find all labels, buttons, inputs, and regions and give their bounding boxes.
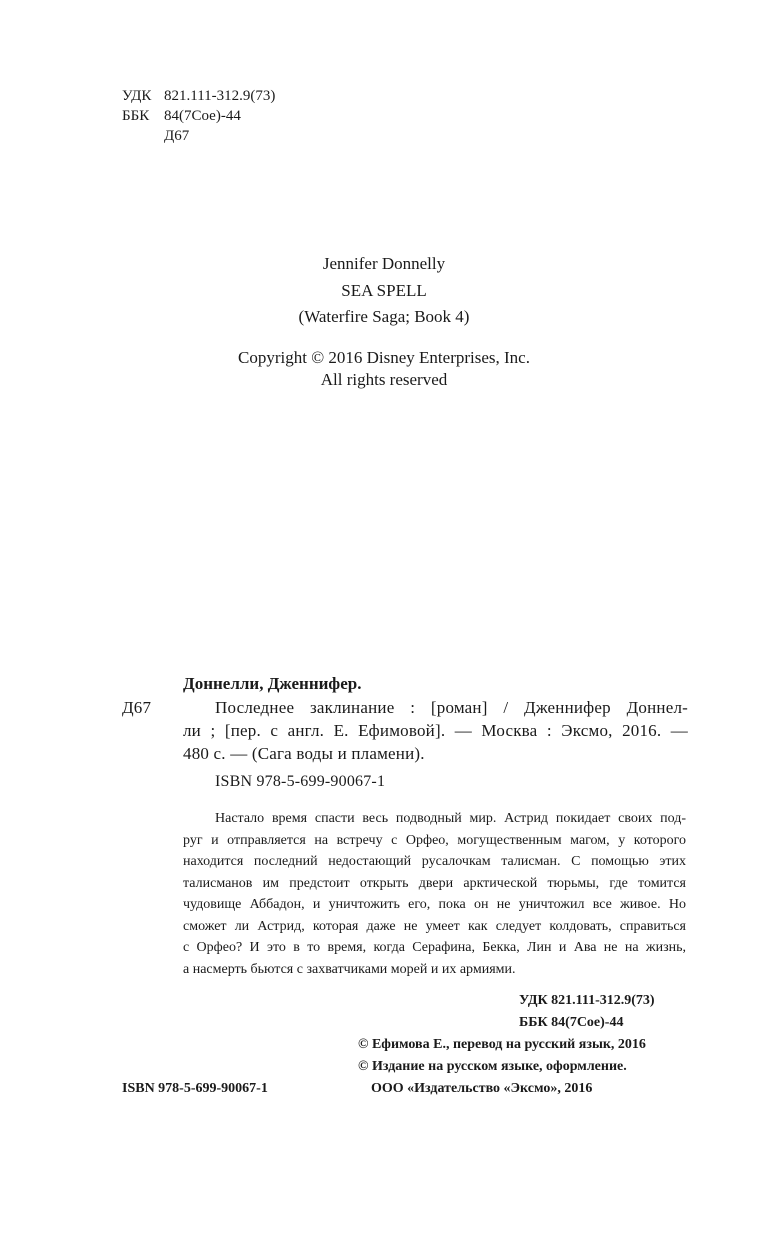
rights-line: All rights reserved [320, 370, 448, 389]
catalog-bbk: ББК 84(7Сое)-44 [519, 1015, 624, 1030]
original-author: Jennifer Donnelly [322, 254, 446, 273]
bbk-value: 84(7Сое)-44 [164, 108, 241, 124]
author-mark: Д67 [164, 128, 190, 144]
annotation-line: Настало время спасти весь подводный мир. Астрид покидает своих под- [215, 811, 686, 826]
annotation-line: сможет ли Астрид, которая даже не умеет как следует колдовать, справиться [183, 918, 686, 934]
annotation-line: находится последний недостающий русалочкам талисман. С помощью этих [183, 854, 686, 869]
annotation-line: руг и отправляется на встречу с Орфео, могущественным магом, у которого [183, 832, 686, 848]
copyright-line: Copyright © 2016 Disney Enterprises, Inc. [238, 348, 530, 367]
bbk-label: ББК [122, 108, 150, 124]
annotation-line: талисманов им предстоит открыть двери арктической тюрьмы, где томится [183, 875, 686, 891]
copyright-edition: © Издание на русском языке, оформление. [358, 1059, 627, 1074]
udk-label: УДК [122, 88, 152, 104]
catalog-mark: Д67 [122, 698, 152, 717]
udk-value: 821.111-312.9(73) [164, 88, 276, 104]
annotation-line: с Орфео? И это в то время, когда Серафина, Бекка, Лин и Ава не на жизнь, [183, 940, 686, 955]
original-series: (Waterfire Saga; Book 4) [298, 307, 470, 326]
annotation-line: чудовище Аббадон, и уничтожить его, пока он не уничтожил все живое. Но [183, 897, 686, 912]
annotation-line: а насмерть бьются с захватчиками морей и их армиями. [183, 961, 516, 977]
biblio-line-1: Последнее заклинание : [роман] / Дженнифер Доннел- [215, 698, 688, 717]
biblio-line-2: ли ; [пер. с англ. Е. Ефимовой]. — Москва : Эксмо, 2016. — [183, 721, 688, 740]
classification-block [122, 86, 342, 146]
copyright-publisher: ООО «Издательство «Эксмо», 2016 [371, 1081, 593, 1096]
catalog-heading: Доннелли, Дженнифер. [183, 674, 362, 693]
biblio-line-3: 480 с. — (Сага воды и пламени). [183, 744, 425, 763]
original-title: SEA SPELL [341, 281, 427, 300]
copyright-translation: © Ефимова Е., перевод на русский язык, 2016 [358, 1037, 646, 1052]
annotation [183, 808, 686, 983]
isbn-bottom: ISBN 978-5-699-90067-1 [122, 1081, 268, 1096]
catalog-isbn: ISBN 978-5-699-90067-1 [215, 773, 386, 790]
catalog-udk: УДК 821.111-312.9(73) [519, 993, 655, 1008]
